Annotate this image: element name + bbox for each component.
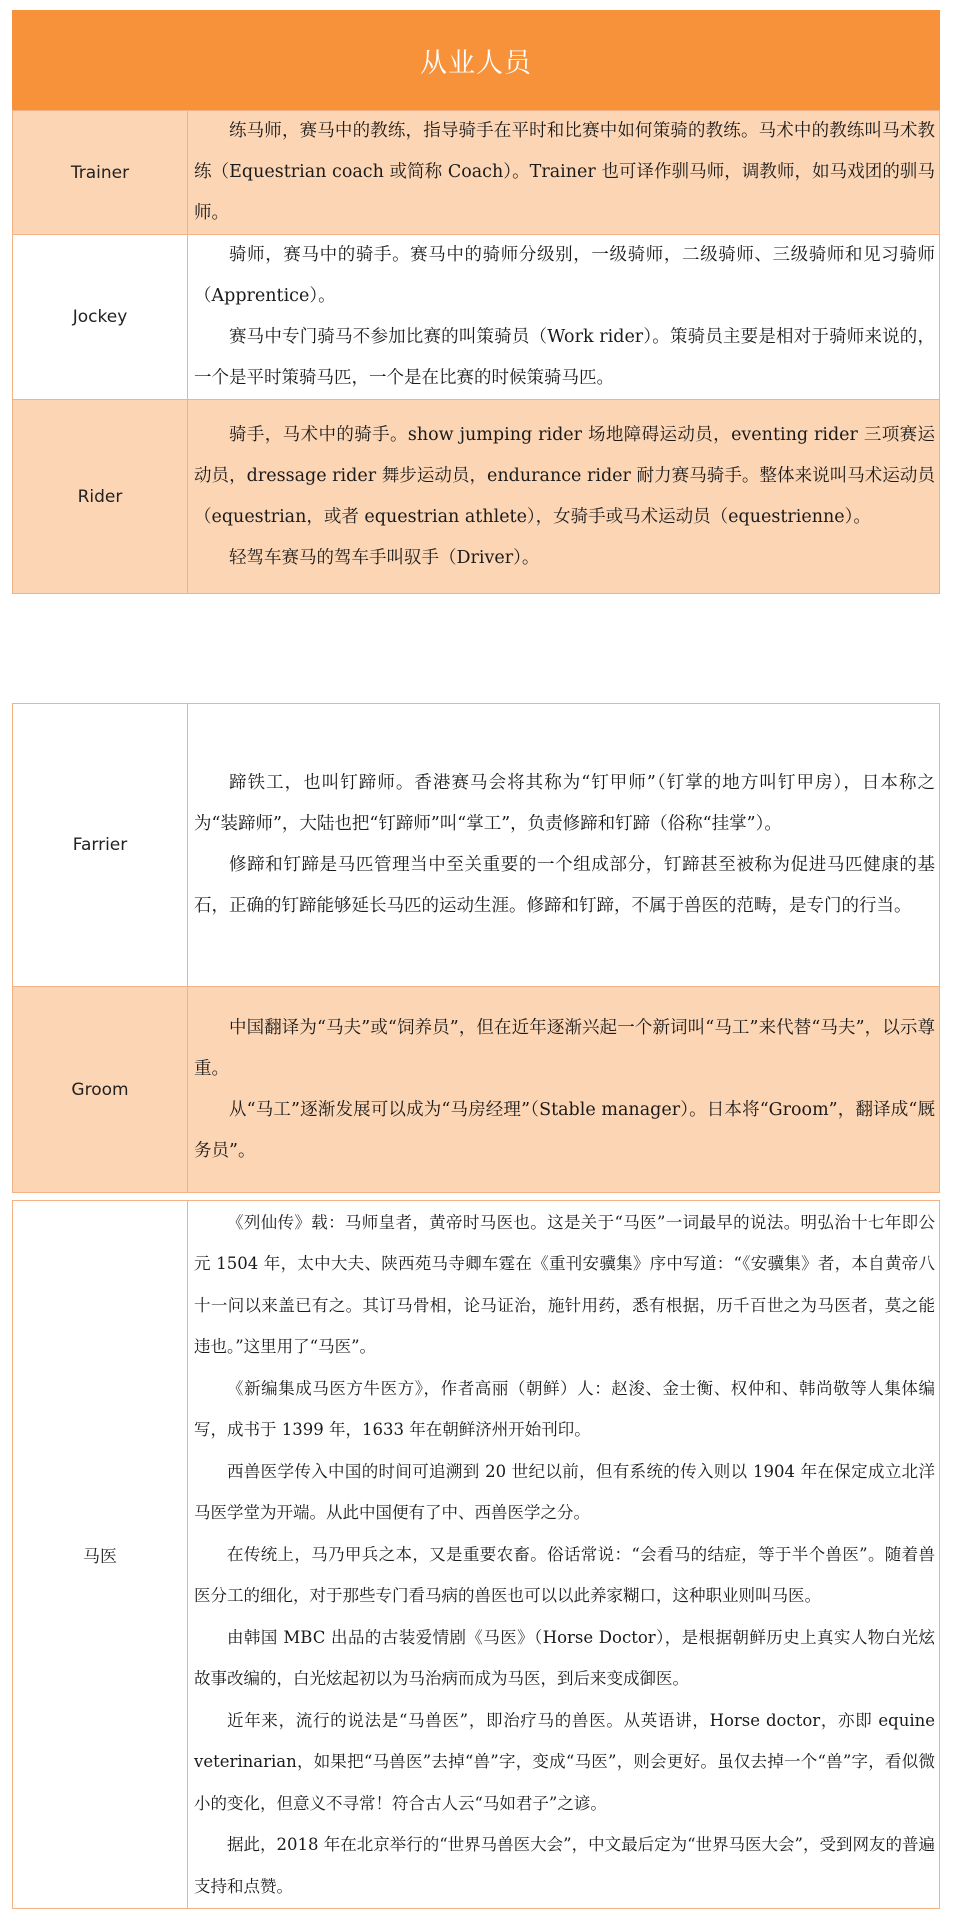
roles-table-2	[12, 703, 940, 1193]
role-term-horse-doctor: 马医	[13, 1201, 188, 1909]
role-description-farrier	[188, 704, 940, 987]
paragraph: 骑师，赛马中的骑手。赛马中的骑师分级别，一级骑师，二级骑师、三级骑师和见习骑师（Apprentice）。	[194, 245, 935, 306]
role-description-groom	[188, 987, 940, 1193]
role-description-horse-doctor	[188, 1201, 940, 1909]
table-row	[13, 400, 940, 594]
paragraph: 《列仙传》载：马师皇者，黄帝时马医也。这是关于“马医”一词最早的说法。明弘治十七年即公元 1504 年，太中大夫、陕西苑马寺卿车霆在《重刊安骥集》序中写道：“《安骥集》者，本自黄帝八十一问以来盖已有之。其订马骨相，论马证治，施针用药，悉有根据，历千百世之为马医者，莫之能违也。”这里用了“马医”。	[194, 1212, 935, 1357]
page-title: 从业人员	[12, 10, 940, 110]
paragraph: 西兽医学传入中国的时间可追溯到 20 世纪以前，但有系统的传入则以 1904 年在保定成立北洋马医学堂为开端。从此中国便有了中、西兽医学之分。	[194, 1461, 935, 1523]
paragraph: 由韩国 MBC 出品的古装爱情剧《马医》（Horse Doctor），是根据朝鲜历史上真实人物白光炫故事改编的，白光炫起初以为马治病而成为马医，到后来变成御医。	[194, 1627, 935, 1689]
role-term-groom: Groom	[13, 987, 188, 1193]
paragraph: 《新编集成马医方牛医方》，作者高丽（朝鲜）人：赵浚、金士衡、权仲和、韩尚敬等人集体编写，成书于 1399 年，1633 年在朝鲜济州开始刊印。	[194, 1378, 935, 1440]
paragraph: 近年来，流行的说法是“马兽医”，即治疗马的兽医。从英语讲，Horse doctor，亦即 equine veterinarian，如果把“马兽医”去掉“兽”字，变成“马医”，则会更好。虽仅去掉一个“兽”字，看似微小的变化，但意义不寻常！符合古人云“马如君子”之谚。	[194, 1710, 935, 1813]
table-row	[13, 987, 940, 1193]
role-description-rider	[188, 400, 940, 594]
roles-table-1	[12, 110, 940, 594]
roles-table-3	[12, 1200, 940, 1909]
table-row	[13, 704, 940, 987]
paragraph: 从“马工”逐渐发展可以成为“马房经理”（Stable manager）。日本将“Groom”，翻译成“厩务员”。	[194, 1099, 935, 1161]
paragraph: 赛马中专门骑马不参加比赛的叫策骑员（Work rider）。策骑员主要是相对于骑师来说的，一个是平时策骑马匹，一个是在比赛的时候策骑马匹。	[194, 327, 935, 388]
role-description-trainer	[188, 111, 940, 235]
paragraph: 轻驾车赛马的驾车手叫驭手（Driver）。	[229, 547, 540, 568]
table-row	[13, 235, 940, 400]
paragraph: 中国翻译为“马夫”或“饲养员”，但在近年逐渐兴起一个新词叫“马工”来代替“马夫”，以示尊重。	[194, 1017, 935, 1079]
role-term-farrier: Farrier	[13, 704, 188, 987]
role-term-jockey: Jockey	[13, 235, 188, 400]
paragraph: 修蹄和钉蹄是马匹管理当中至关重要的一个组成部分，钉蹄甚至被称为促进马匹健康的基石，正确的钉蹄能够延长马匹的运动生涯。修蹄和钉蹄，不属于兽医的范畴，是专门的行当。	[194, 855, 935, 916]
role-description-jockey	[188, 235, 940, 400]
paragraph: 骑手，马术中的骑手。show jumping rider 场地障碍运动员，eventing rider 三项赛运动员，dressage rider 舞步运动员，endurance rider 耐力赛马骑手。整体来说叫马术运动员（equestrian，或者 equestrian athlete），女骑手或马术运动员（equestrienne）。	[194, 424, 935, 527]
role-term-rider: Rider	[13, 400, 188, 594]
paragraph: 在传统上，马乃甲兵之本，又是重要农畜。俗话常说：“会看马的结症，等于半个兽医”。随着兽医分工的细化，对于那些专门看马病的兽医也可以以此养家糊口，这种职业则叫马医。	[194, 1544, 935, 1606]
table-row	[13, 1201, 940, 1909]
paragraph: 蹄铁工，也叫钉蹄师。香港赛马会将其称为“钉甲师”（钉掌的地方叫钉甲房），日本称之为“装蹄师”，大陆也把“钉蹄师”叫“掌工”，负责修蹄和钉蹄（俗称“挂掌”）。	[194, 773, 935, 834]
paragraph: 据此，2018 年在北京举行的“世界马兽医大会”，中文最后定为“世界马医大会”，受到网友的普遍支持和点赞。	[194, 1835, 935, 1896]
role-term-trainer: Trainer	[13, 111, 188, 235]
paragraph: 练马师，赛马中的教练，指导骑手在平时和比赛中如何策骑的教练。马术中的教练叫马术教练（Equestrian coach 或简称 Coach）。Trainer 也可译作驯马师，调教师，如马戏团的驯马师。	[194, 121, 935, 223]
table-row	[13, 111, 940, 235]
